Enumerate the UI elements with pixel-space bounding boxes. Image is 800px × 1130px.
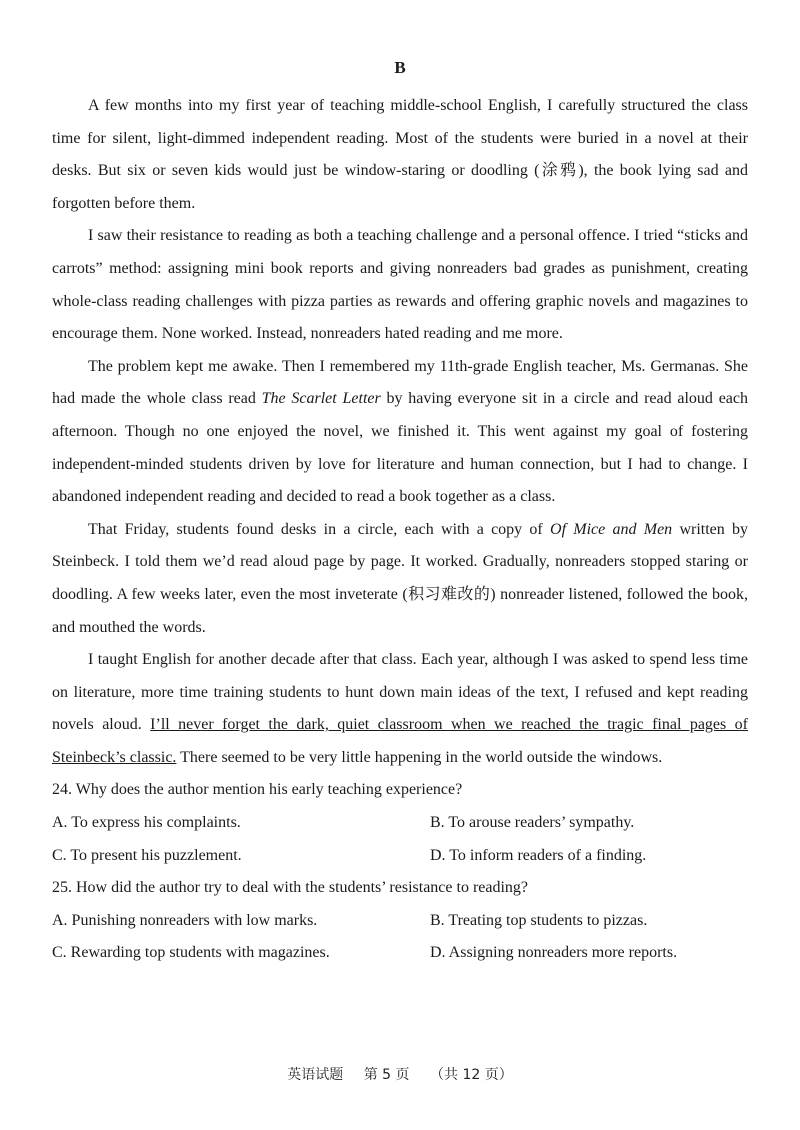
passage-paragraph-1: A few months into my first year of teaching middle-school English, I carefully structured the class time for silent, light-dimmed independent reading. Most of the students were buried in a novel at their desks. But six or seven kids would just be window-staring or doodling (涂鸦), the book lying sad and forgotten before them.	[52, 97, 748, 212]
question-25-option-c: C. Rewarding top students with magazines.	[52, 944, 330, 962]
question-25-option-d: D. Assigning nonreaders more reports.	[430, 944, 678, 962]
question-25-options-row-1	[52, 905, 748, 938]
question-25-options-row-2	[52, 937, 748, 970]
question-25-stem: 25. How did the author try to deal with the students’ resistance to reading?	[52, 879, 529, 897]
page-footer	[0, 1066, 800, 1084]
footer-page-number: 第 5 页	[363, 1067, 410, 1083]
paragraph-3-text-a: The problem kept me awake. Then I remembered my 11th-grade English teacher, Ms. Germanas. She had made the whole class read	[52, 357, 748, 408]
passage-paragraph-4	[52, 514, 748, 644]
paragraph-5-text-a: I taught English for another decade after that class. Each year, although I was asked to spend less time on literature, more time training students to hunt down main ideas of the text, I refused and kept reading novels aloud.	[52, 651, 748, 734]
question-24-stem: 24. Why does the author mention his early teaching experience?	[52, 781, 463, 799]
paragraph-5-text-b: There seemed to be very little happening in the world outside the windows.	[176, 748, 663, 766]
question-25-option-b: B. Treating top students to pizzas.	[430, 911, 648, 929]
book-title-scarlet-letter: The Scarlet Letter	[261, 390, 381, 408]
passage-paragraph-5	[52, 644, 748, 774]
underlined-sentence: I’ll never forget the dark, quiet classroom when we reached the tragic final pages of Steinbeck’s classic.	[52, 716, 748, 766]
section-label: B	[394, 58, 406, 77]
passage-paragraph-3	[52, 351, 748, 514]
book-title-of-mice-and-men: Of Mice and Men	[550, 520, 673, 538]
exam-page	[52, 58, 748, 970]
footer-subject: 英语试题	[287, 1067, 344, 1083]
question-24-option-a: A. To express his complaints.	[52, 814, 241, 832]
paragraph-3-text-b: by having everyone sit in a circle and read aloud each afternoon. Though no one enjoyed the novel, we finished it. This went against my goal of fostering independent-minded students driven by love for literature and human connection, but I had to change. I abandoned independent reading and decided to read a book together as a class.	[52, 390, 749, 506]
question-24-option-d: D. To inform readers of a finding.	[430, 846, 647, 864]
question-24-options-row-2	[52, 840, 748, 873]
question-24-option-c: C. To present his puzzlement.	[52, 846, 242, 864]
paragraph-4-text-a: That Friday, students found desks in a circle, each with a copy of	[88, 520, 551, 538]
passage-paragraph-2: I saw their resistance to reading as both a teaching challenge and a personal offence. I tried “sticks and carrots” method: assigning mini book reports and giving nonreaders bad grades as punishment, creating whole-class reading challenges with pizza parties as rewards and offering graphic novels and magazines to encourage them. None worked. Instead, nonreaders hated reading and me more.	[52, 227, 748, 343]
footer-total-pages: （共 12 页）	[430, 1067, 513, 1083]
question-25-option-a: A. Punishing nonreaders with low marks.	[52, 911, 318, 929]
question-24-option-b: B. To arouse readers’ sympathy.	[430, 814, 635, 832]
paragraph-4-text-b: written by Steinbeck. I told them we’d read aloud page by page. It worked. Gradually, nonreaders stopped staring or doodling. A few weeks later, even the most inveterate (积习难改的) nonreader listened, followed the book, and mouthed the words.	[52, 520, 749, 636]
question-24-options-row-1	[52, 807, 748, 840]
